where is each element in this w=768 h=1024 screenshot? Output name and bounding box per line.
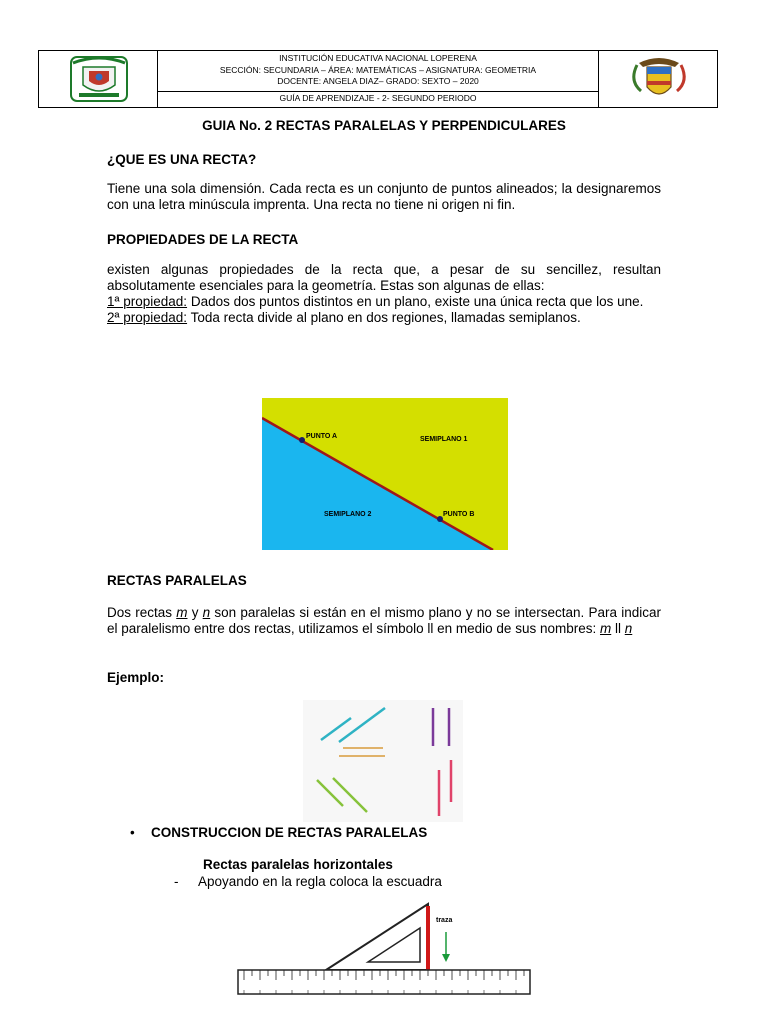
bullet-marker: • (130, 825, 135, 840)
properties-paragraph (107, 262, 661, 326)
parallel-definition-paragraph (107, 605, 661, 637)
point-a-label: PUNTO A (306, 433, 338, 440)
school-logo-cell (39, 51, 158, 107)
parallel-text-3: son paralelas si están en el mismo plano y no se intersectan. Para indicar el paralelismo entre dos rectas, utilizamos el símbolo ll en medio de sus nombres: (107, 605, 661, 636)
section-heading-properties: PROPIEDADES DE LA RECTA (107, 232, 299, 247)
school-shield-icon (39, 51, 157, 107)
point-a-marker (299, 437, 305, 443)
semiplane-1-label: SEMIPLANO 1 (420, 436, 468, 443)
section-heading-parallel-lines: RECTAS PARALELAS (107, 573, 247, 588)
notation-m: m (599, 621, 612, 636)
property-2-text: Toda recta divide al plano en dos regiones, llamadas semiplanos. (187, 310, 581, 325)
header-school-name: INSTITUCIÓN EDUCATIVA NACIONAL LOPERENA (279, 53, 477, 63)
trace-label: traza (436, 917, 453, 924)
parallel-text-1: Dos rectas (107, 605, 177, 620)
ruler-setsquare-figure (236, 900, 532, 998)
step-dash: - (174, 874, 179, 889)
line-definition-paragraph: Tiene una sola dimensión. Cada recta es un conjunto de puntos alineados; la designaremos con una letra minúscula imprenta. Una recta no tiene ni origen ni fin. (107, 181, 661, 212)
parallel-text-2: y (187, 605, 203, 620)
notation-n: n (624, 621, 633, 636)
semiplanes-figure (262, 398, 508, 550)
subheading-horizontal-parallels: Rectas paralelas horizontales (203, 857, 393, 872)
coat-of-arms-icon (599, 51, 717, 107)
property-2-label: 2ª propiedad: (107, 310, 188, 325)
header-info (158, 51, 598, 92)
property-1-text: Dados dos puntos distintos en un plano, existe una única recta que los une. (187, 294, 644, 309)
ruler (238, 970, 530, 994)
header-teacher: DOCENTE: ANGELA DIAZ– GRADO: SEXTO – 2020 (277, 76, 479, 86)
step-1-text: Apoyando en la regla coloca la escuadra (198, 874, 442, 889)
coat-of-arms-cell (598, 51, 717, 107)
page-title: GUIA No. 2 RECTAS PARALELAS Y PERPENDICULARES (202, 118, 566, 133)
header-section: SECCIÓN: SECUNDARIA – ÁREA: MATEMÁTICAS – ASIGNATURA: GEOMETRIA (219, 64, 537, 75)
line-name-m: m (176, 605, 188, 620)
parallel-examples-figure (303, 700, 463, 822)
point-b-label: PUNTO B (443, 511, 475, 518)
header-table (38, 50, 718, 108)
properties-intro: existen algunas propiedades de la recta que, a pesar de su sencillez, resultan absolutamente esenciales para la geometría. Estas son algunas de ellas: (107, 262, 661, 293)
trace-arrow-icon (442, 954, 450, 962)
parallel-symbol: ll (611, 621, 625, 636)
section-heading-construction: CONSTRUCCION DE RECTAS PARALELAS (151, 825, 428, 840)
semiplane-2-label: SEMIPLANO 2 (324, 511, 372, 518)
section-heading-what-is-line: ¿QUE ES UNA RECTA? (107, 152, 257, 167)
property-1-label: 1ª propiedad: (107, 294, 188, 309)
example-label: Ejemplo: (107, 670, 165, 685)
line-name-n: n (202, 605, 211, 620)
header-guide-period: GUÍA DE APRENDIZAJE - 2- SEGUNDO PERIODO (279, 93, 477, 103)
